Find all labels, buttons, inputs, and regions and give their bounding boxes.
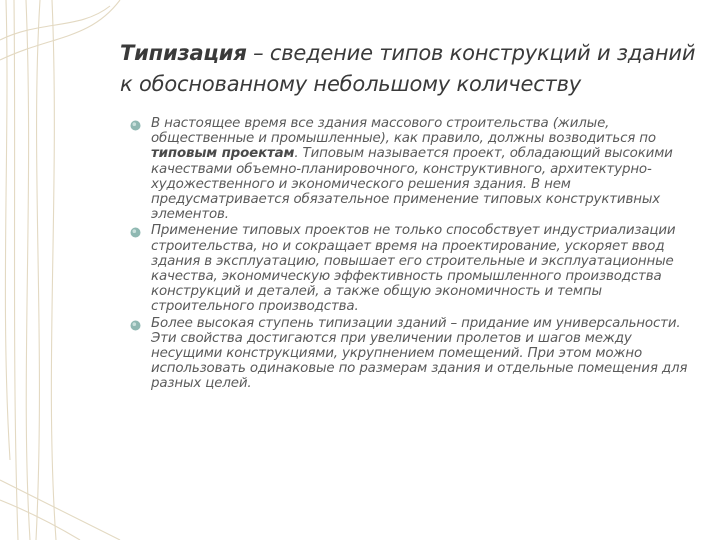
- bullet-3-text: Более высокая ступень типизации зданий – придание им универсальности. Эти свойства достигаются при увеличении пролетов и шагов между несущими конструкциями, укрупнением помещений. При этом можно использовать одинаковые по размерам здания и отдельные помещения для разных целей.: [151, 315, 688, 392]
- bullet-2-text: Применение типовых проектов не только способствует индустриализации строительства, но и сокращает время на проектирование, ускоряет ввод здания в эксплуатацию, повышает его строительные и эксплуатационные качества, экономическую эффективность промышленного производства конструкций и деталей, а также общую экономичность и темпы строительного производства.: [151, 223, 676, 315]
- bullet-1-text-pre: В настоящее время все здания массового строительства (жилые, общественные и промышленные), как правило, должны возводиться по: [151, 116, 656, 147]
- bullet-item-1: [130, 116, 700, 222]
- bullet-circle-icon: [130, 120, 141, 131]
- bullet-item-3: [130, 316, 700, 392]
- title-term: Типизация: [120, 41, 247, 65]
- bullet-item-2: [130, 223, 700, 314]
- bullet-1-text-bold: типовым проектам: [151, 146, 295, 162]
- title-rest: – сведение типов конструкций и зданий к обоснованному небольшому количеству: [120, 41, 696, 96]
- bullet-1-text-post: . Типовым называется проект, обладающий высокими качествами объемно-планировочного, конструктивного, архитектурно-художественного и экономического решения здания. В нем предусматривается обязательное применение типовых конструктивных элементов.: [151, 146, 673, 223]
- bullet-circle-icon: [130, 227, 141, 238]
- slide-title: [120, 38, 700, 100]
- bullet-list: [130, 116, 700, 393]
- bullet-circle-icon: [130, 320, 141, 331]
